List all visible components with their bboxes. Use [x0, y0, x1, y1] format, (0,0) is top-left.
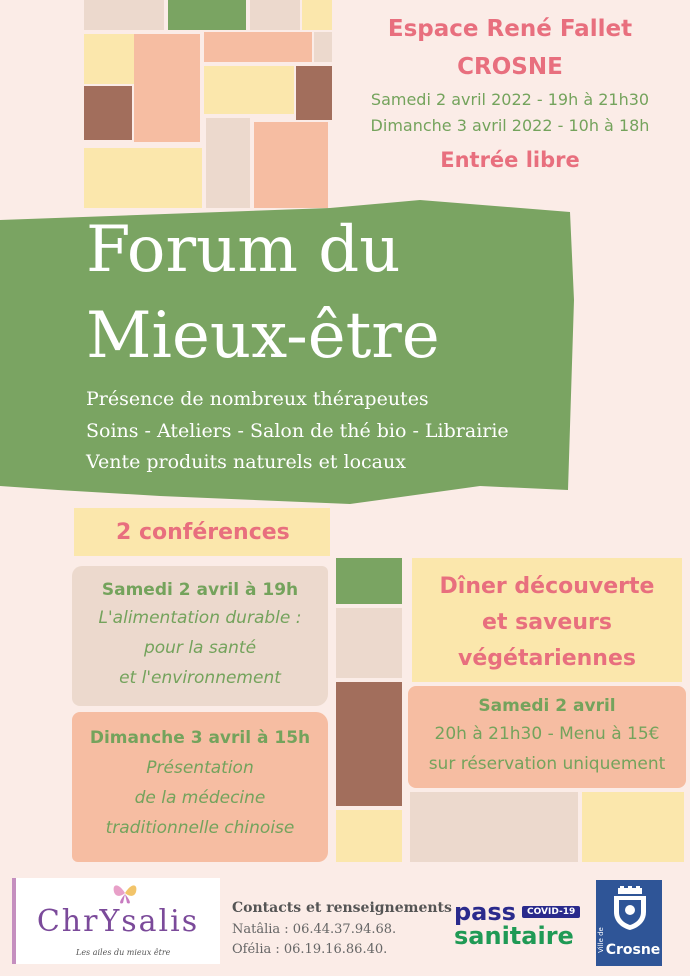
banner-line-products: Vente produits naturels et locaux	[86, 451, 406, 473]
dinner-date: Samedi 2 avril	[478, 696, 616, 716]
crest-city-name: Crosne	[605, 942, 661, 958]
tile	[84, 0, 164, 30]
tile	[204, 32, 312, 62]
tile	[336, 682, 402, 806]
pass-sanitaire-logo	[452, 900, 582, 954]
tile	[168, 0, 246, 30]
conference-1-line-2: pour la santé	[143, 638, 257, 658]
tile	[410, 792, 578, 862]
tile	[84, 86, 132, 140]
dinner-title-line-3: végétariennes	[458, 646, 636, 671]
conference-2-line-2: de la médecine	[134, 788, 266, 808]
covid-badge: COVID-19	[522, 906, 580, 918]
crest-side-text: Ville de	[596, 927, 605, 953]
contacts-title: Contacts et renseignements	[232, 900, 452, 916]
title-line-1: Forum du	[86, 213, 401, 287]
chrysalis-wordmark: ChrYsalis	[36, 904, 200, 939]
butterfly-icon	[110, 880, 140, 906]
crosne-crest-logo	[596, 880, 662, 966]
tile	[250, 0, 300, 30]
dinner-time-price: 20h à 21h30 - Menu à 15€	[434, 724, 660, 744]
tile	[134, 34, 200, 142]
conference-1-line-3: et l'environnement	[119, 668, 281, 688]
pass-word: pass	[454, 898, 516, 926]
title-line-2: Mieux-être	[86, 299, 440, 373]
tile	[204, 66, 294, 114]
conference-2-line-3: traditionnelle chinoise	[105, 818, 295, 838]
chrysalis-tagline: Les ailes du mieux être	[76, 948, 171, 957]
contact-ofelia: Ofélia : 06.19.16.86.40.	[232, 942, 388, 957]
date-saturday: Samedi 2 avril 2022 - 19h à 21h30	[370, 90, 650, 109]
tile	[336, 608, 402, 678]
conferences-heading: 2 conférences	[116, 520, 290, 545]
conference-2-line-1: Présentation	[146, 758, 254, 778]
tile	[336, 558, 402, 604]
tile	[302, 0, 332, 30]
conference-2-date: Dimanche 3 avril à 15h	[89, 728, 311, 748]
city-name: CROSNE	[457, 54, 563, 80]
venue-name: Espace René Fallet	[387, 16, 633, 42]
coat-of-arms-icon	[610, 886, 650, 930]
sanitaire-word: sanitaire	[454, 922, 574, 950]
conference-1-line-1: L'alimentation durable :	[98, 608, 302, 628]
chrysalis-logo	[12, 878, 220, 964]
tile	[582, 792, 684, 862]
tile	[336, 810, 402, 862]
banner-line-activities: Soins - Ateliers - Salon de thé bio - Librairie	[86, 420, 509, 442]
tile	[296, 66, 332, 120]
dinner-title-line-2: et saveurs	[482, 610, 612, 635]
conference-1-date: Samedi 2 avril à 19h	[101, 580, 299, 600]
date-sunday: Dimanche 3 avril 2022 - 10h à 18h	[370, 116, 650, 135]
banner-line-therapists: Présence de nombreux thérapeutes	[86, 388, 429, 410]
tile	[314, 32, 332, 62]
dinner-title-line-1: Dîner découverte	[439, 574, 655, 599]
contact-natalia: Natâlia : 06.44.37.94.68.	[232, 922, 397, 937]
dinner-reservation: sur réservation uniquement	[428, 754, 666, 774]
free-entry: Entrée libre	[440, 148, 580, 172]
